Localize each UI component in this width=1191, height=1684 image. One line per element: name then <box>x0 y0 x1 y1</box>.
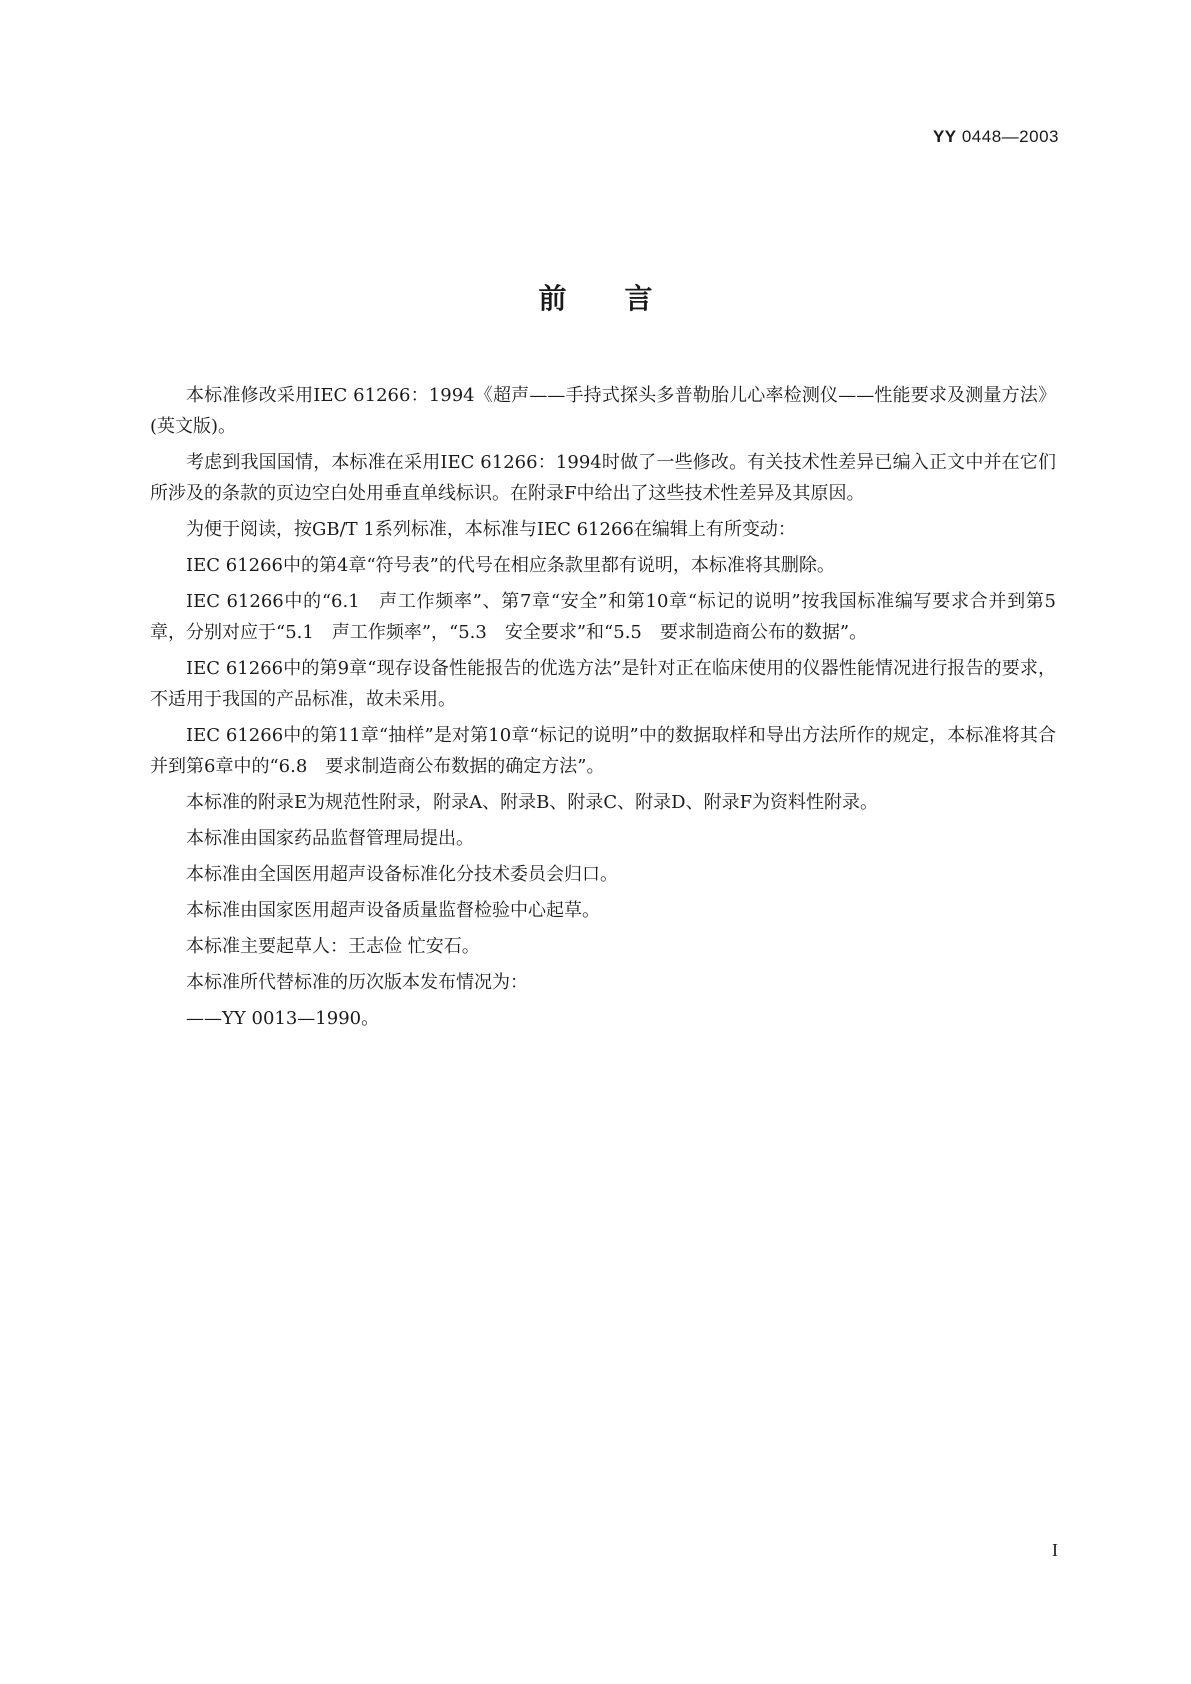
paragraph: IEC 61266中的第11章“抽样”是对第10章“标记的说明”中的数据取样和导出方法所作的规定，本标准将其合并到第6章中的“6.8 要求制造商公布数据的确定方法”。 <box>150 725 1056 777</box>
standard-code <box>933 127 1059 147</box>
page-number: I <box>1052 1540 1058 1560</box>
paragraph: 本标准修改采用IEC 61266：1994《超声——手持式探头多普勒胎儿心率检测仪——性能要求及测量方法》(英文版)。 <box>150 385 1056 437</box>
paragraph: 本标准的附录E为规范性附录，附录A、附录B、附录C、附录D、附录F为资料性附录。 <box>186 792 879 813</box>
paragraph: 本标准由国家医用超声设备质量监督检验中心起草。 <box>186 900 600 921</box>
paragraph: 考虑到我国国情，本标准在采用IEC 61266：1994时做了一些修改。有关技术性差异已编入正文中并在它们所涉及的条款的页边空白处用垂直单线标识。在附录F中给出了这些技术性差异及其原因。 <box>150 452 1056 504</box>
page-title: 前言 <box>538 282 711 315</box>
paragraph: 为便于阅读，按GB/T 1系列标准，本标准与IEC 61266在编辑上有所变动： <box>186 519 796 540</box>
paragraph: 本标准由国家药品监督管理局提出。 <box>186 828 474 849</box>
paragraph: 本标准所代替标准的历次版本发布情况为： <box>186 972 528 993</box>
paragraph: 本标准主要起草人：王志俭 忙安石。 <box>186 936 480 957</box>
standard-code-prefix: YY <box>932 127 957 146</box>
foreword-body <box>150 380 1056 1039</box>
paragraph: 本标准由全国医用超声设备标准化分技术委员会归口。 <box>186 864 618 885</box>
paragraph: IEC 61266中的第9章“现存设备性能报告的优选方法”是针对正在临床使用的仪器性能情况进行报告的要求，不适用于我国的产品标准，故未采用。 <box>150 658 1056 710</box>
paragraph: ——YY 0013—1990。 <box>186 1008 380 1029</box>
standard-code-number: 0448—2003 <box>956 127 1059 146</box>
paragraph: IEC 61266中的第4章“符号表”的代号在相应条款里都有说明，本标准将其删除。 <box>186 555 835 576</box>
paragraph: IEC 61266中的“6.1 声工作频率”、第7章“安全”和第10章“标记的说明”按我国标准编写要求合并到第5章，分别对应于“5.1 声工作频率”，“5.3 安全要求”和“5.5 要求制造商公布的数据”。 <box>150 591 1056 643</box>
